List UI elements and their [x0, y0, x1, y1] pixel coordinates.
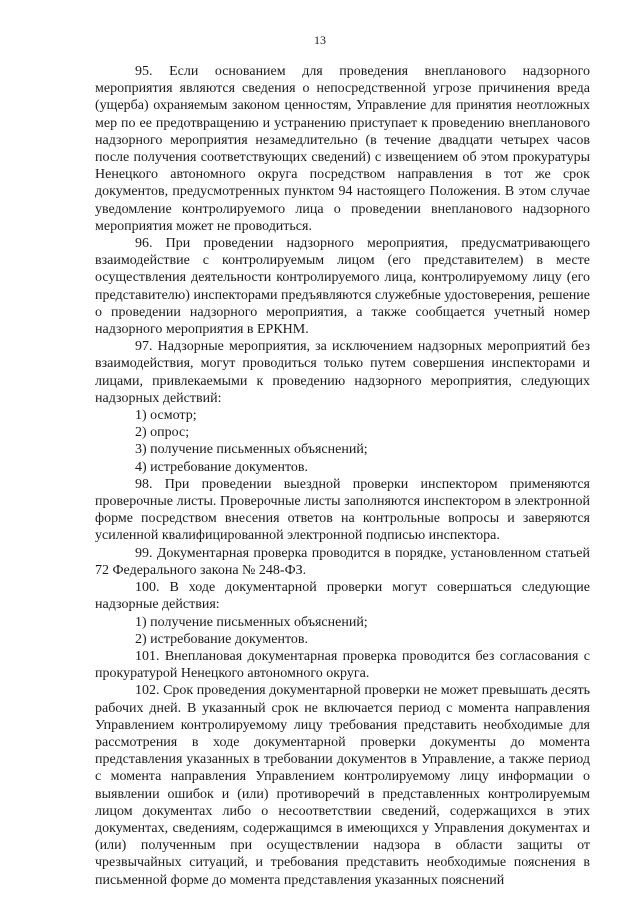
- list-item: 1) получение письменных объяснений;: [135, 614, 368, 630]
- paragraph-100: 100. В ходе документарной проверки могут совершаться следующие надзорные действия:: [95, 580, 590, 613]
- list-item: 3) получение письменных объяснений;: [135, 442, 368, 458]
- paragraph-99: 99. Документарная проверка проводится в порядке, установленном статьей 72 Федерального закона № 248-ФЗ.: [95, 545, 590, 578]
- paragraph-95: 95. Если основанием для проведения внепланового надзорного мероприятия являются сведения о непосредственной угрозе причинения вреда (ущерба) охраняемым законом ценностям, Управление для принятия неотложных мер по ее предотвращению и устранению приступает к проведению внепланового надзорного мероприятия незамедлительно (в течение двадцати четырех часов после получения соответствующих сведений) с извещением об этом прокуратуры Ненецкого автономного округа посредством направления в тот же срок документов, предусмотренных пунктом 94 настоящего Положения. В этом случае уведомление контролируемого лица о проведении внепланового надзорного мероприятия может не проводиться.: [95, 64, 590, 234]
- paragraph-102: 102. Срок проведения документарной проверки не может превышать десять рабочих дней. В указанный срок не включается период с момента направления Управлением контролируемому лицу требования представить необходимые для рассмотрения в ходе документарной проверки документы до момента представления указанных в требовании документов в Управление, а также период с момента направления Управлением контролируемому лицу информации о выявлении ошибок и (или) противоречий в представленных контролируемым лицом документах либо о несоответствии сведений, содержащихся в этих документах, сведениям, содержащимся в имеющихся у Управления документах и (или) полученным при осуществлении надзора в области защиты от чрезвычайных ситуаций, и требования представить необходимые пояснения в письменной форме до момента представления указанных пояснений: [95, 683, 590, 888]
- list-item: 2) истребование документов.: [135, 631, 308, 647]
- paragraph-101: 101. Внеплановая документарная проверка проводится без согласования с прокуратурой Ненецкого автономного округа.: [95, 648, 590, 682]
- paragraph-98: 98. При проведении выездной проверки инспектором применяются проверочные листы. Проверочные листы заполняются инспектором в электронной форме посредством внесения ответов на контрольные вопросы и заверяются усиленной квалифицированной электронной подписью инспектора.: [95, 476, 590, 544]
- list-item: 4) истребование документов.: [135, 459, 308, 475]
- list-item: 1) осмотр;: [135, 408, 197, 424]
- list-item: 2) опрос;: [135, 425, 190, 441]
- paragraph-96: 96. При проведении надзорного мероприятия, предусматривающего взаимодействие с контролируемым лицом (его представителем) в месте осуществления деятельности контролируемого лица, контролируемому лицу (его представителю) инспекторами предъявляются служебные удостоверения, решение о проведении надзорного мероприятия, а также сообщается учетный номер надзорного мероприятия в ЕРКНМ.: [95, 236, 590, 338]
- document-body: [95, 63, 590, 889]
- page-number: 13: [314, 33, 326, 47]
- paragraph-97: 97. Надзорные мероприятия, за исключением надзорных мероприятий без взаимодействия, могут проводиться только путем совершения инспекторами и лицами, привлекаемыми к проведению надзорного мероприятия, следующих надзорных действий:: [95, 339, 590, 406]
